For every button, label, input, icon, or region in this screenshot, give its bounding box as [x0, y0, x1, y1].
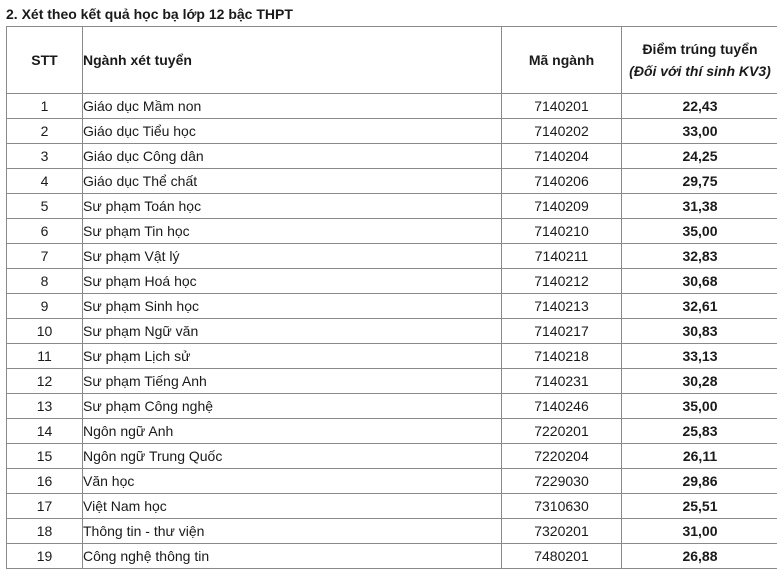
- cell-major-name: Thông tin - thư viện: [83, 519, 502, 544]
- cell-stt: 16: [7, 469, 83, 494]
- table-row: [7, 294, 777, 319]
- cell-stt: 13: [7, 394, 83, 419]
- cell-major-code: 7140202: [502, 119, 622, 144]
- cell-stt: 5: [7, 194, 83, 219]
- header-score: [622, 27, 777, 94]
- cell-major-code: 7140217: [502, 319, 622, 344]
- cell-major-code: 7140209: [502, 194, 622, 219]
- cell-stt: 11: [7, 344, 83, 369]
- table-row: [7, 519, 777, 544]
- cell-major-name: Giáo dục Tiểu học: [83, 119, 502, 144]
- header-row: [7, 27, 777, 94]
- cell-stt: 2: [7, 119, 83, 144]
- cell-major-code: 7140204: [502, 144, 622, 169]
- cell-major-code: 7140201: [502, 94, 622, 119]
- cell-score: 35,00: [622, 394, 777, 419]
- cell-score: 29,86: [622, 469, 777, 494]
- cell-major-code: 7140231: [502, 369, 622, 394]
- table-row: [7, 269, 777, 294]
- cell-score: 33,13: [622, 344, 777, 369]
- cell-stt: 1: [7, 94, 83, 119]
- cell-major-code: 7140212: [502, 269, 622, 294]
- table-row: [7, 119, 777, 144]
- cell-stt: 19: [7, 544, 83, 569]
- table-row: [7, 369, 777, 394]
- cell-major-name: Công nghệ thông tin: [83, 544, 502, 569]
- header-major-code: Mã ngành: [502, 27, 622, 94]
- cell-major-code: 7140246: [502, 394, 622, 419]
- cell-score: 25,83: [622, 419, 777, 444]
- table-row: [7, 494, 777, 519]
- cell-major-name: Việt Nam học: [83, 494, 502, 519]
- cell-major-name: Sư phạm Toán học: [83, 194, 502, 219]
- cell-stt: 12: [7, 369, 83, 394]
- table-row: [7, 419, 777, 444]
- table-row: [7, 194, 777, 219]
- table-header: [7, 27, 777, 94]
- cell-major-code: 7310630: [502, 494, 622, 519]
- cell-major-name: Ngôn ngữ Trung Quốc: [83, 444, 502, 469]
- table-row: [7, 144, 777, 169]
- cell-stt: 9: [7, 294, 83, 319]
- cell-stt: 6: [7, 219, 83, 244]
- cell-major-name: Sư phạm Tiếng Anh: [83, 369, 502, 394]
- table-row: [7, 169, 777, 194]
- cell-major-code: 7140210: [502, 219, 622, 244]
- cell-score: 22,43: [622, 94, 777, 119]
- cell-stt: 8: [7, 269, 83, 294]
- cell-major-name: Giáo dục Mầm non: [83, 94, 502, 119]
- header-score-note: (Đối với thí sinh KV3): [629, 63, 771, 79]
- cell-major-name: Sư phạm Hoá học: [83, 269, 502, 294]
- cell-score: 26,11: [622, 444, 777, 469]
- table-row: [7, 94, 777, 119]
- cell-stt: 10: [7, 319, 83, 344]
- cell-stt: 3: [7, 144, 83, 169]
- cell-major-code: 7140213: [502, 294, 622, 319]
- cell-major-code: 7140218: [502, 344, 622, 369]
- cell-major-code: 7220204: [502, 444, 622, 469]
- table-body: [7, 94, 777, 569]
- table-row: [7, 219, 777, 244]
- cell-score: 33,00: [622, 119, 777, 144]
- cell-major-name: Giáo dục Công dân: [83, 144, 502, 169]
- cell-major-name: Sư phạm Tin học: [83, 219, 502, 244]
- cell-stt: 4: [7, 169, 83, 194]
- cell-score: 31,00: [622, 519, 777, 544]
- header-score-title: Điểm trúng tuyển: [642, 41, 758, 57]
- cell-score: 31,38: [622, 194, 777, 219]
- cell-stt: 7: [7, 244, 83, 269]
- table-row: [7, 244, 777, 269]
- cell-score: 30,28: [622, 369, 777, 394]
- header-major-name: Ngành xét tuyển: [83, 27, 502, 94]
- cell-score: 30,83: [622, 319, 777, 344]
- cell-score: 35,00: [622, 219, 777, 244]
- cell-major-code: 7320201: [502, 519, 622, 544]
- cell-score: 25,51: [622, 494, 777, 519]
- cell-score: 32,61: [622, 294, 777, 319]
- cell-major-name: Sư phạm Công nghệ: [83, 394, 502, 419]
- table-row: [7, 444, 777, 469]
- cell-score: 32,83: [622, 244, 777, 269]
- cell-major-code: 7140211: [502, 244, 622, 269]
- cell-major-name: Sư phạm Lịch sử: [83, 344, 502, 369]
- cell-score: 29,75: [622, 169, 777, 194]
- cell-major-code: 7140206: [502, 169, 622, 194]
- header-stt: STT: [7, 27, 83, 94]
- table-row: [7, 394, 777, 419]
- cell-stt: 17: [7, 494, 83, 519]
- cell-major-name: Giáo dục Thể chất: [83, 169, 502, 194]
- cell-score: 24,25: [622, 144, 777, 169]
- cell-stt: 14: [7, 419, 83, 444]
- table-row: [7, 344, 777, 369]
- table-row: [7, 469, 777, 494]
- table-row: [7, 319, 777, 344]
- section-heading: 2. Xét theo kết quả học bạ lớp 12 bậc THPT: [6, 6, 293, 22]
- cell-major-name: Văn học: [83, 469, 502, 494]
- cell-major-name: Sư phạm Ngữ văn: [83, 319, 502, 344]
- cell-score: 30,68: [622, 269, 777, 294]
- cell-major-name: Ngôn ngữ Anh: [83, 419, 502, 444]
- table-row: [7, 544, 777, 569]
- cell-stt: 15: [7, 444, 83, 469]
- cell-stt: 18: [7, 519, 83, 544]
- cell-major-code: 7220201: [502, 419, 622, 444]
- cell-major-name: Sư phạm Sinh học: [83, 294, 502, 319]
- cell-major-code: 7229030: [502, 469, 622, 494]
- cell-major-name: Sư phạm Vật lý: [83, 244, 502, 269]
- admission-scores-table: [6, 26, 777, 569]
- cell-major-code: 7480201: [502, 544, 622, 569]
- cell-score: 26,88: [622, 544, 777, 569]
